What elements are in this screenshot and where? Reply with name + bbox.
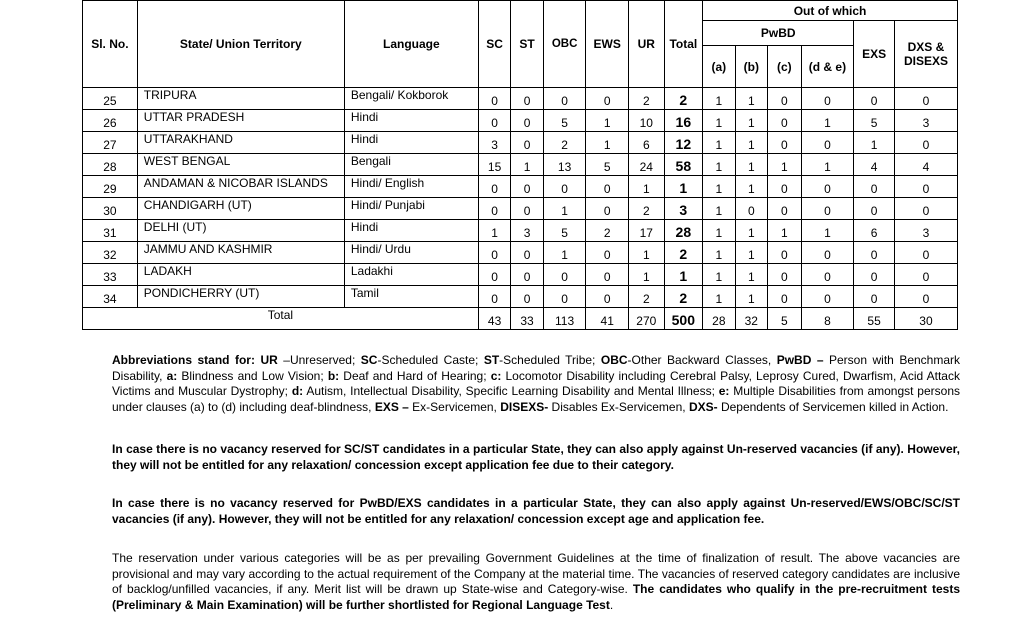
header-slno: Sl. No.	[83, 1, 138, 88]
cell-sc: 3	[478, 132, 510, 154]
cell-sl: 34	[83, 286, 138, 308]
cell-st: 0	[511, 132, 543, 154]
text-segment: –Unreserved;	[277, 353, 361, 367]
cell-exs: 5	[854, 110, 895, 132]
cell-ews: 2	[586, 220, 629, 242]
reservation-text	[112, 551, 960, 613]
cell-ur: 1	[629, 176, 665, 198]
cell-sl: 32	[83, 242, 138, 264]
cell-total: 58	[664, 154, 703, 176]
cell-ews: 5	[586, 154, 629, 176]
scst-text: In case there is no vacancy reserved for SC/ST candidates in a particular State, they can also apply against Un-reserved vacancies (if any). However, they will not be entitled for any relaxation/ concession except application fee due to their category.	[112, 442, 960, 472]
cell-obc: 0	[543, 286, 586, 308]
cell-c: 1	[768, 154, 801, 176]
cell-ur: 1	[629, 264, 665, 286]
table-row	[83, 176, 958, 198]
cell-b: 1	[735, 220, 767, 242]
cell-obc: 2	[543, 132, 586, 154]
header-sc: SC	[478, 1, 510, 88]
cell-sl: 26	[83, 110, 138, 132]
abbreviations-text	[112, 353, 960, 415]
table-row	[83, 88, 958, 110]
cell-b: 1	[735, 154, 767, 176]
cell-st: 0	[511, 110, 543, 132]
cell-lang: Hindi/ Urdu	[344, 242, 478, 264]
cell-exs: 1	[854, 132, 895, 154]
cell-st: 0	[511, 286, 543, 308]
cell-total: 3	[664, 198, 703, 220]
cell-lang: Hindi/ Punjabi	[344, 198, 478, 220]
cell-total: 2	[664, 286, 703, 308]
total-obc: 113	[543, 308, 586, 330]
cell-state: LADAKH	[137, 264, 344, 286]
text-segment: Locomotor Disability including Cerebral Palsy, Leprosy Cured, Dwarfism, Acid Attack Victims and Muscular Dystrophy;	[112, 368, 960, 399]
text-segment: SC	[360, 353, 378, 367]
header-state: State/ Union Territory	[137, 1, 344, 88]
cell-b: 1	[735, 264, 767, 286]
cell-sl: 27	[83, 132, 138, 154]
cell-dxs: 0	[894, 88, 957, 110]
table-row	[83, 286, 958, 308]
cell-lang: Bengali/ Kokborok	[344, 88, 478, 110]
text-segment: Autism, Intellectual Disability, Specific Learning Disability and Mental Illness;	[303, 384, 719, 399]
text-segment: ST	[483, 353, 500, 367]
text-segment: Dependents of Servicemen killed in Action.	[717, 399, 949, 414]
total-ur: 270	[629, 308, 665, 330]
cell-state: CHANDIGARH (UT)	[137, 198, 344, 220]
cell-ews: 0	[586, 176, 629, 198]
text-segment: Deaf and Hard of Hearing;	[339, 368, 491, 383]
abbreviations-note	[112, 353, 960, 415]
cell-dxs: 0	[894, 176, 957, 198]
cell-st: 1	[511, 154, 543, 176]
cell-b: 1	[735, 176, 767, 198]
cell-total: 2	[664, 242, 703, 264]
text-segment: .	[609, 597, 614, 612]
cell-sl: 31	[83, 220, 138, 242]
text-segment: b:	[327, 368, 340, 383]
cell-de: 0	[801, 198, 854, 220]
cell-exs: 6	[854, 220, 895, 242]
cell-c: 0	[768, 264, 801, 286]
cell-ur: 17	[629, 220, 665, 242]
cell-state: WEST BENGAL	[137, 154, 344, 176]
cell-exs: 0	[854, 88, 895, 110]
total-row	[83, 308, 958, 330]
text-segment: OBC	[600, 353, 628, 367]
cell-sl: 29	[83, 176, 138, 198]
cell-lang: Hindi	[344, 110, 478, 132]
cell-a: 1	[703, 242, 735, 264]
header-pwbd: PwBD	[703, 21, 854, 46]
total-dxs: 30	[894, 308, 957, 330]
header-pwbd-de: (d & e)	[801, 46, 854, 88]
cell-obc: 13	[543, 154, 586, 176]
cell-ews: 0	[586, 242, 629, 264]
header-ews: EWS	[586, 1, 629, 88]
cell-total: 12	[664, 132, 703, 154]
cell-a: 1	[703, 198, 735, 220]
header-total: Total	[664, 1, 703, 88]
cell-b: 1	[735, 88, 767, 110]
text-segment: c:	[490, 368, 502, 383]
cell-a: 1	[703, 110, 735, 132]
cell-state: JAMMU AND KASHMIR	[137, 242, 344, 264]
table-row	[83, 220, 958, 242]
header-pwbd-b: (b)	[735, 46, 767, 88]
cell-sc: 1	[478, 220, 510, 242]
cell-obc: 0	[543, 264, 586, 286]
table-row	[83, 264, 958, 286]
total-sc: 43	[478, 308, 510, 330]
cell-de: 0	[801, 176, 854, 198]
cell-a: 1	[703, 264, 735, 286]
cell-sc: 0	[478, 88, 510, 110]
cell-de: 0	[801, 242, 854, 264]
text-segment: Blindness and Low Vision;	[177, 368, 328, 383]
cell-a: 1	[703, 286, 735, 308]
header-ur: UR	[629, 1, 665, 88]
header-obc: OBC	[543, 1, 586, 88]
text-segment: e:	[718, 384, 730, 399]
cell-dxs: 0	[894, 264, 957, 286]
cell-c: 0	[768, 286, 801, 308]
cell-sc: 0	[478, 242, 510, 264]
cell-ews: 1	[586, 132, 629, 154]
cell-ews: 0	[586, 198, 629, 220]
cell-state: DELHI (UT)	[137, 220, 344, 242]
text-segment: PwBD –	[776, 353, 824, 367]
header-exs: EXS	[854, 21, 895, 88]
cell-obc: 5	[543, 220, 586, 242]
text-segment: Disables Ex-Servicemen,	[548, 399, 689, 414]
text-segment: a:	[166, 368, 178, 383]
cell-st: 0	[511, 264, 543, 286]
cell-dxs: 3	[894, 110, 957, 132]
cell-ews: 0	[586, 88, 629, 110]
text-segment: The reservation under various categories will be as per prevailing Government Guidelines at the time of finalization of result. The above vacancies are provisional and may vary according to the actual requirement of the Company at the material time. The vacancies of reserved category candidates are inclusive of backlog/unfilled vacancies, if any. Merit list will be drawn up State-wise and Category-wise.	[112, 551, 960, 597]
table-row	[83, 110, 958, 132]
cell-a: 1	[703, 176, 735, 198]
cell-exs: 0	[854, 198, 895, 220]
text-segment: -Other Backward Classes,	[627, 353, 777, 367]
cell-a: 1	[703, 220, 735, 242]
cell-exs: 0	[854, 286, 895, 308]
cell-b: 1	[735, 132, 767, 154]
scst-note	[112, 442, 960, 473]
total-exs: 55	[854, 308, 895, 330]
text-segment: EXS –	[374, 399, 409, 414]
cell-dxs: 4	[894, 154, 957, 176]
cell-dxs: 0	[894, 286, 957, 308]
cell-de: 1	[801, 110, 854, 132]
header-language: Language	[344, 1, 478, 88]
cell-ews: 0	[586, 264, 629, 286]
cell-exs: 0	[854, 264, 895, 286]
cell-total: 16	[664, 110, 703, 132]
cell-sl: 28	[83, 154, 138, 176]
cell-obc: 0	[543, 88, 586, 110]
text-segment: Multiple Disabilities from amongst persons under clauses (a) to (d) including deaf-blindness,	[112, 384, 960, 414]
cell-dxs: 0	[894, 242, 957, 264]
cell-c: 0	[768, 176, 801, 198]
text-segment: d:	[291, 384, 304, 399]
cell-st: 0	[511, 88, 543, 110]
cell-obc: 1	[543, 242, 586, 264]
cell-obc: 0	[543, 176, 586, 198]
pwbd-note	[112, 496, 960, 527]
cell-lang: Hindi/ English	[344, 176, 478, 198]
vacancy-table	[82, 0, 958, 330]
cell-b: 0	[735, 198, 767, 220]
cell-sl: 25	[83, 88, 138, 110]
pwbd-text: In case there is no vacancy reserved for PwBD/EXS candidates in a particular State, they can also apply against Un-reserved/EWS/OBC/SC/ST vacancies (if any). However, they will not be entitled for any relaxation/ concession except age and application fee.	[112, 496, 960, 526]
cell-de: 0	[801, 132, 854, 154]
cell-exs: 0	[854, 176, 895, 198]
cell-sc: 0	[478, 176, 510, 198]
cell-lang: Bengali	[344, 154, 478, 176]
cell-sl: 30	[83, 198, 138, 220]
cell-total: 28	[664, 220, 703, 242]
cell-ur: 6	[629, 132, 665, 154]
total-label: Total	[83, 308, 479, 330]
cell-ews: 0	[586, 286, 629, 308]
cell-state: UTTAR PRADESH	[137, 110, 344, 132]
cell-a: 1	[703, 154, 735, 176]
cell-st: 0	[511, 176, 543, 198]
table-row	[83, 132, 958, 154]
cell-dxs: 0	[894, 198, 957, 220]
text-segment: The candidates who qualify in the pre-recruitment tests (Preliminary & Main Examination) will be further shortlisted for Regional Language Test	[112, 582, 960, 612]
total-total: 500	[664, 308, 703, 330]
table-row	[83, 154, 958, 176]
cell-de: 0	[801, 88, 854, 110]
cell-de: 0	[801, 264, 854, 286]
cell-sc: 0	[478, 264, 510, 286]
cell-ur: 2	[629, 286, 665, 308]
cell-sl: 33	[83, 264, 138, 286]
cell-c: 0	[768, 132, 801, 154]
cell-lang: Hindi	[344, 220, 478, 242]
text-segment: DXS-	[688, 399, 718, 414]
total-st: 33	[511, 308, 543, 330]
cell-total: 1	[664, 264, 703, 286]
cell-st: 0	[511, 198, 543, 220]
cell-ur: 1	[629, 242, 665, 264]
table-row	[83, 242, 958, 264]
cell-b: 1	[735, 242, 767, 264]
header-st: ST	[511, 1, 543, 88]
header-pwbd-a: (a)	[703, 46, 735, 88]
cell-sc: 0	[478, 198, 510, 220]
cell-de: 0	[801, 286, 854, 308]
cell-a: 1	[703, 88, 735, 110]
reservation-note	[112, 551, 960, 613]
total-b: 32	[735, 308, 767, 330]
cell-state: PONDICHERRY (UT)	[137, 286, 344, 308]
cell-obc: 5	[543, 110, 586, 132]
text-segment: -Scheduled Tribe;	[499, 353, 601, 367]
cell-lang: Hindi	[344, 132, 478, 154]
cell-sc: 15	[478, 154, 510, 176]
header-pwbd-c: (c)	[768, 46, 801, 88]
cell-de: 1	[801, 154, 854, 176]
cell-c: 0	[768, 198, 801, 220]
text-segment: Ex-Servicemen,	[408, 399, 501, 414]
total-c: 5	[768, 308, 801, 330]
cell-a: 1	[703, 132, 735, 154]
cell-st: 0	[511, 242, 543, 264]
text-segment: DISEXS-	[500, 399, 549, 414]
cell-sc: 0	[478, 286, 510, 308]
cell-total: 2	[664, 88, 703, 110]
text-segment: -Scheduled Caste;	[377, 353, 484, 367]
cell-state: ANDAMAN & NICOBAR ISLANDS	[137, 176, 344, 198]
cell-state: TRIPURA	[137, 88, 344, 110]
cell-st: 3	[511, 220, 543, 242]
cell-c: 1	[768, 220, 801, 242]
cell-exs: 4	[854, 154, 895, 176]
cell-dxs: 3	[894, 220, 957, 242]
cell-lang: Tamil	[344, 286, 478, 308]
cell-c: 0	[768, 242, 801, 264]
cell-c: 0	[768, 88, 801, 110]
cell-exs: 0	[854, 242, 895, 264]
cell-de: 1	[801, 220, 854, 242]
table-row	[83, 198, 958, 220]
header-out-of-which: Out of which	[703, 1, 958, 21]
cell-dxs: 0	[894, 132, 957, 154]
cell-ur: 2	[629, 88, 665, 110]
cell-b: 1	[735, 286, 767, 308]
cell-ews: 1	[586, 110, 629, 132]
cell-c: 0	[768, 110, 801, 132]
cell-ur: 2	[629, 198, 665, 220]
cell-lang: Ladakhi	[344, 264, 478, 286]
total-de: 8	[801, 308, 854, 330]
cell-state: UTTARAKHAND	[137, 132, 344, 154]
cell-obc: 1	[543, 198, 586, 220]
header-dxs: DXS & DISEXS	[894, 21, 957, 88]
cell-ur: 24	[629, 154, 665, 176]
cell-sc: 0	[478, 110, 510, 132]
text-segment: Person with Benchmark Disability,	[112, 353, 961, 383]
total-ews: 41	[586, 308, 629, 330]
cell-total: 1	[664, 176, 703, 198]
text-segment: Abbreviations stand for: UR	[112, 353, 278, 367]
cell-ur: 10	[629, 110, 665, 132]
cell-b: 1	[735, 110, 767, 132]
total-a: 28	[703, 308, 735, 330]
